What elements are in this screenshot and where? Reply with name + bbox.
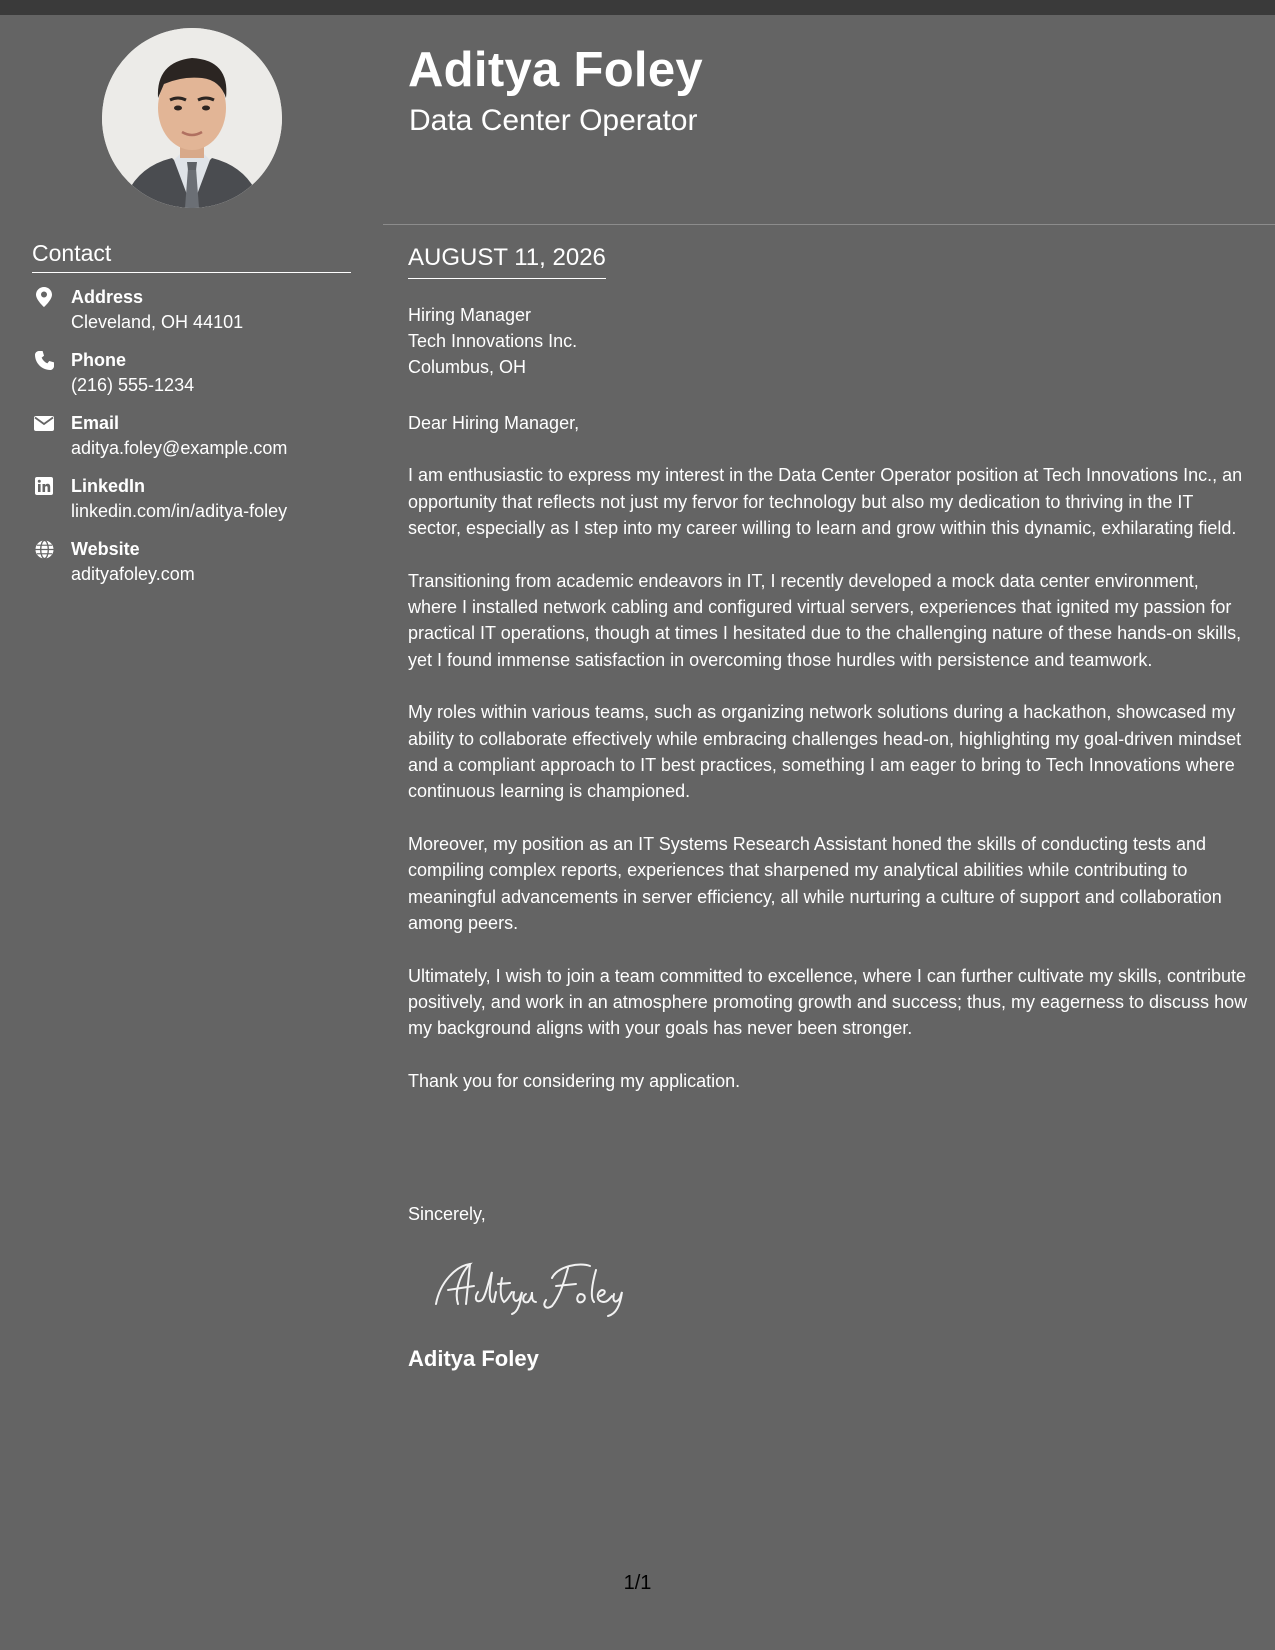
applicant-name: Aditya Foley bbox=[408, 43, 703, 97]
closing-thanks: Thank you for considering my application. bbox=[408, 1070, 741, 1091]
envelope-icon bbox=[34, 413, 54, 433]
contact-value: (216) 555-1234 bbox=[71, 375, 195, 395]
contact-item-linkedin bbox=[32, 473, 362, 536]
top-bar bbox=[0, 0, 1275, 15]
contact-value: adityafoley.com bbox=[71, 564, 195, 584]
header-divider bbox=[383, 224, 1275, 225]
signoff: Sincerely, bbox=[408, 1204, 486, 1224]
letter-body bbox=[408, 302, 1248, 1094]
contact-label: Address bbox=[71, 287, 144, 307]
job-title: Data Center Operator bbox=[409, 104, 698, 137]
contact-label: Email bbox=[71, 413, 120, 433]
contact-label: Phone bbox=[71, 350, 127, 370]
salutation: Dear Hiring Manager, bbox=[408, 413, 580, 433]
letter-date: AUGUST 11, 2026 bbox=[408, 244, 606, 279]
globe-icon bbox=[34, 539, 54, 559]
map-pin-icon bbox=[34, 287, 54, 307]
letter-paragraph: I am enthusiastic to express my interest in the Data Center Operator position at Tech Innovations Inc., an opportunity that reflects not just my fervor for technology but also my dedication to thriving in the IT sector, especially as I step into my career willing to learn and grow within this dynamic, exhilarating field. bbox=[408, 465, 1243, 539]
contact-item-phone bbox=[32, 347, 362, 410]
profile-photo bbox=[102, 28, 282, 208]
phone-icon bbox=[34, 350, 54, 370]
recipient-line: Tech Innovations Inc. bbox=[408, 331, 578, 351]
contact-value: Cleveland, OH 44101 bbox=[71, 312, 244, 332]
contact-item-address bbox=[32, 284, 362, 347]
page-number: 1/1 bbox=[623, 1572, 652, 1594]
contact-label: Website bbox=[71, 539, 140, 559]
contact-heading: Contact bbox=[32, 240, 351, 273]
contact-item-email bbox=[32, 410, 362, 473]
contact-item-website bbox=[32, 536, 362, 599]
contact-value: aditya.foley@example.com bbox=[71, 438, 288, 458]
contact-list bbox=[32, 284, 362, 599]
letter-paragraph: My roles within various teams, such as organizing network solutions during a hackathon, showcased my ability to collaborate effectively while embracing challenges head-on, highlighting my goal-driven mindset and a compliant approach to IT best practices, something I am eager to bring to Tech Innovations where continuous learning is championed. bbox=[408, 702, 1242, 802]
letter-paragraph: Ultimately, I wish to join a team committed to excellence, where I can further cultivate my skills, contribute positively, and work in an atmosphere promoting growth and success; thus, my eagerness to discuss how my background aligns with your goals has never been stronger. bbox=[408, 965, 1248, 1039]
letter-paragraph: Transitioning from academic endeavors in IT, I recently developed a mock data center environment, where I installed network cabling and configured virtual servers, experiences that ignited my passion for practical IT operations, though at times I hesitated due to the challenging nature of these hands-on skills, yet I found immense satisfaction in overcoming those hurdles with persistence and teamwork. bbox=[408, 570, 1242, 670]
handwritten-signature bbox=[430, 1252, 670, 1318]
recipient-line: Columbus, OH bbox=[408, 357, 527, 377]
contact-label: LinkedIn bbox=[71, 476, 146, 496]
signed-name: Aditya Foley bbox=[408, 1346, 539, 1371]
linkedin-icon bbox=[34, 476, 54, 496]
contact-value: linkedin.com/in/aditya-foley bbox=[71, 501, 288, 521]
recipient-block bbox=[408, 302, 1248, 380]
letter-paragraph: Moreover, my position as an IT Systems Research Assistant honed the skills of conducting tests and compiling complex reports, experiences that sharpened my analytical abilities while contributing to meaningful advancements in server efficiency, all while nurturing a culture of support and collaboration among peers. bbox=[408, 833, 1222, 934]
recipient-line: Hiring Manager bbox=[408, 305, 532, 325]
